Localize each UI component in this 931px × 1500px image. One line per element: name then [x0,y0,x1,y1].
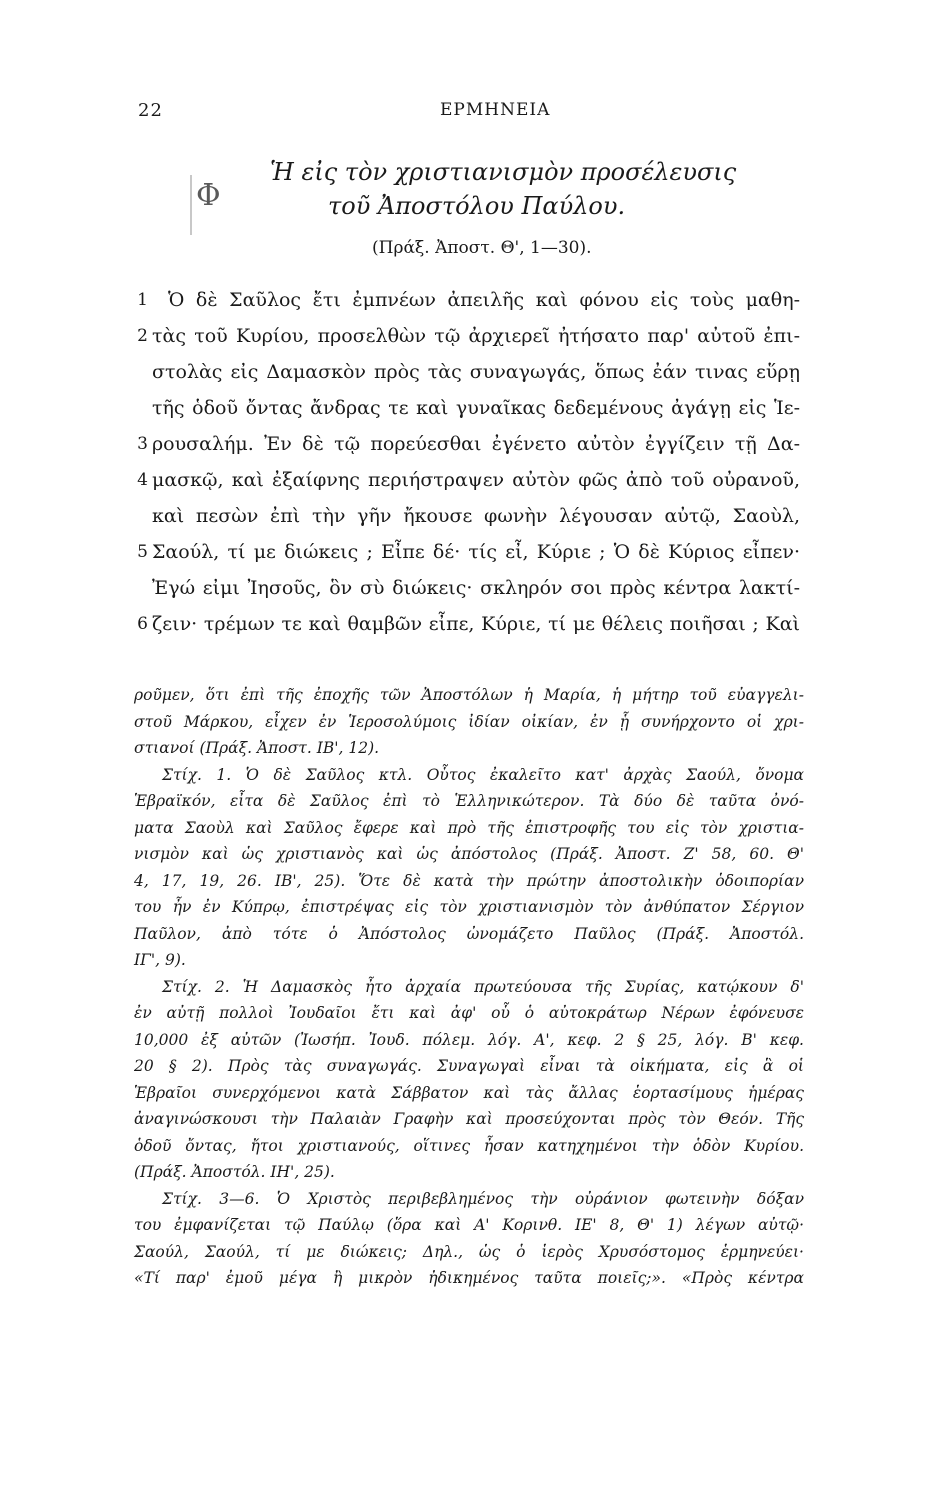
text-line [0,462,931,498]
verse-number: 6 [137,614,148,634]
note-line: ἐν αὐτῇ πολλοὶ Ἰουδαῖοι ἔτι καὶ ἀφ' οὗ ὁ αὐτοκράτωρ Νέρων ἐφόνευσε [134,1004,804,1022]
note-line: ματα Σαοὺλ καὶ Σαῦλος ἔφερε καὶ πρὸ τῆς ἐπιστροφῆς του εἰς τὸν χριστια- [134,818,804,837]
page-header [0,100,931,130]
section-reference: (Πράξ. Ἀποστ. Θ', 1—30). [372,238,592,258]
verse-number: 2 [137,326,148,346]
text-line [0,318,931,354]
note-line: 10,000 ἐξ αὐτῶν (Ἰωσήπ. Ἰουδ. πόλεμ. λόγ. Α', κεφ. 2 § 25, λόγ. Β' κεφ. [134,1030,804,1049]
text-line [0,534,931,570]
note-line: ΙΓ', 9). [134,951,186,969]
text-line [0,282,931,318]
running-head: ΕΡΜΗΝΕΙΑ [440,100,551,120]
text-line [0,498,931,534]
note-line: Στίχ. 2. Ἡ Δαμασκὸς ἦτο ἀρχαία πρωτεύουσα τῆς Συρίας, κατῴκουν δ' [162,977,804,996]
note-line: στιανοί (Πράξ. Ἀποστ. ΙΒ', 12). [134,739,380,757]
text-line-content: ζειν· τρέμων τε καὶ θαμβῶν εἶπε, Κύριε, τί με θέλεις ποιῆσαι ; Καὶ [152,613,800,635]
margin-phi-mark: Φ [196,178,221,213]
note-line: Σαούλ, Σαούλ, τί με διώκεις; Δηλ., ὡς ὁ ἱερὸς Χρυσόστομος ἑρμηνεύει· [134,1242,804,1261]
text-line-content: Ὁ δὲ Σαῦλος ἔτι ἐμπνέων ἀπειλῆς καὶ φόνου εἰς τοὺς μαθη- [168,289,800,311]
note-line: 4, 17, 19, 26. ΙΒ', 25). Ὅτε δὲ κατὰ τὴν πρώτην ἀποστολικὴν ὁδοιπορίαν [134,871,804,890]
main-text [0,282,931,642]
text-line [0,354,931,390]
text-line-content: στολὰς εἰς Δαμασκὸν πρὸς τὰς συναγωγάς, ὅπως ἐάν τινας εὕρῃ [152,361,800,383]
verse-number: 3 [137,434,148,454]
text-line-content: Σαούλ, τί με διώκεις ; Εἶπε δέ· τίς εἶ, Κύριε ; Ὁ δὲ Κύριος εἶπεν· [152,541,800,563]
note-line: Ἑβραῖοι συνερχόμενοι κατὰ Σάββατον καὶ τὰς ἄλλας ἑορτασίμους ἡμέρας [134,1083,804,1102]
text-line-content: καὶ πεσὼν ἐπὶ τὴν γῆν ἤκουσε φωνὴν λέγουσαν αὐτῷ, Σαοὺλ, [152,505,800,527]
note-line: «Τί παρ' ἐμοῦ μέγα ἢ μικρὸν ἠδικημένος ταῦτα ποιεῖς;». «Πρὸς κέντρα [134,1269,804,1287]
note-line: στοῦ Μάρκου, εἶχεν ἐν Ἱεροσολύμοις ἰδίαν οἰκίαν, ἐν ᾗ συνήρχοντο οἱ χρι- [134,712,804,731]
text-line [0,390,931,426]
text-line [0,570,931,606]
note-line: ροῦμεν, ὅτι ἐπὶ τῆς ἐποχῆς τῶν Ἀποστόλων ἡ Μαρία, ἡ μήτηρ τοῦ εὐαγγελι- [134,686,804,704]
verse-number: 1 [137,290,148,310]
text-line-content: μασκῷ, καὶ ἐξαίφνης περιήστραψεν αὐτὸν φῶς ἀπὸ τοῦ οὐρανοῦ, [152,469,800,491]
commentary-notes [0,682,931,1292]
text-line-content: ρουσαλήμ. Ἐν δὲ τῷ πορεύεσθαι ἐγένετο αὐτὸν ἐγγίζειν τῇ Δα- [152,433,800,455]
note-line: Στίχ. 3—6. Ὁ Χριστὸς περιβεβλημένος τὴν οὐράνιον φωτεινὴν δόξαν [162,1189,804,1208]
section-title-line-1: Ἡ εἰς τὸν χριστιανισμὸν προσέλευσις [270,158,737,186]
note-line: Στίχ. 1. Ὁ δὲ Σαῦλος κτλ. Οὗτος ἐκαλεῖτο κατ' ἀρχὰς Σαούλ, ὄνομα [162,765,804,784]
note-line: νισμὸν καὶ ὡς χριστιανὸς καὶ ὡς ἀπόστολος (Πράξ. Ἀποστ. Ζ' 58, 60. Θ' [134,845,804,863]
text-line [0,606,931,642]
text-line-content: τὰς τοῦ Κυρίου, προσελθὼν τῷ ἀρχιερεῖ ἠτήσατο παρ' αὐτοῦ ἐπι- [152,325,800,347]
note-line: ἀναγινώσκουσι τὴν Παλαιὰν Γραφὴν καὶ προσεύχονται πρὸς τὸν Θεόν. Τῆς [134,1110,804,1128]
note-line: (Πράξ. Ἀποστόλ. ΙΗ', 25). [134,1163,335,1181]
note-line: του ἦν ἐν Κύπρῳ, ἐπιστρέψας εἰς τὸν χριστιανισμὸν τὸν ἀνθύπατον Σέργιον [134,898,804,916]
section-title-line-2: τοῦ Ἀποστόλου Παύλου. [328,192,626,220]
note-line: Ἑβραϊκόν, εἶτα δὲ Σαῦλος ἐπὶ τὸ Ἑλληνικώτερον. Τὰ δύο δὲ ταῦτα ὀνό- [134,792,804,810]
page-number: 22 [138,100,163,121]
note-line: ὁδοῦ ὄντας, ἤτοι χριστιανούς, οἵτινες ἦσαν κατηχημένοι τὴν ὁδὸν Κυρίου. [134,1136,804,1155]
note-line: 20 § 2). Πρὸς τὰς συναγωγάς. Συναγωγαὶ εἶναι τὰ οἰκήματα, εἰς ἃ οἱ [134,1057,804,1075]
margin-rule [190,175,192,235]
text-line-content: τῆς ὁδοῦ ὄντας ἄνδρας τε καὶ γυναῖκας δεδεμένους ἀγάγῃ εἰς Ἱε- [152,397,800,419]
text-line-content: Ἐγώ εἰμι Ἰησοῦς, ὃν σὺ διώκεις· σκληρόν σοι πρὸς κέντρα λακτί- [152,577,800,599]
note-line: του ἐμφανίζεται τῷ Παύλῳ (ὅρα καὶ Α' Κορινθ. ΙΕ' 8, Θ' 1) λέγων αὐτῷ· [134,1216,804,1234]
verse-number: 5 [137,542,148,562]
verse-number: 4 [137,470,148,490]
note-line: Παῦλον, ἀπὸ τότε ὁ Ἀπόστολος ὠνομάζετο Παῦλος (Πράξ. Ἀποστόλ. [134,924,804,943]
text-line [0,426,931,462]
